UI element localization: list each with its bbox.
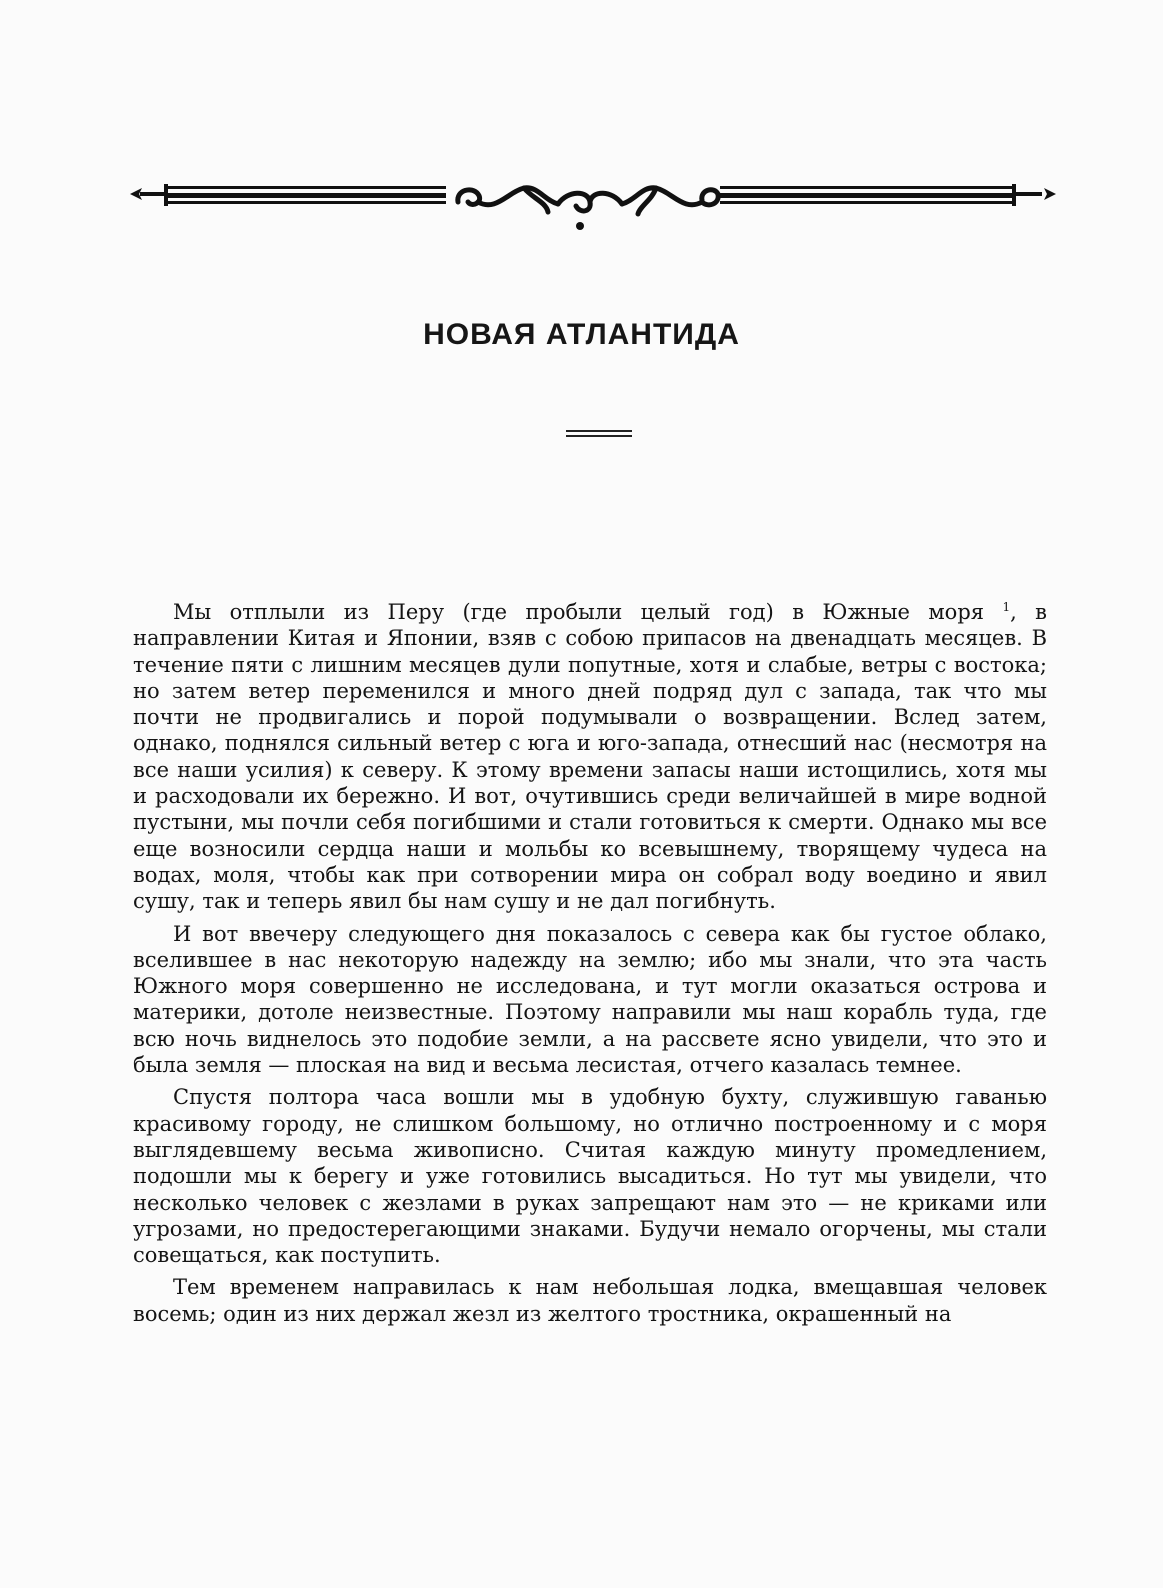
divider-line	[566, 435, 632, 437]
ornament-right-arrow-icon	[1012, 184, 1056, 206]
chapter-title: НОВАЯ АТЛАНТИДА	[423, 318, 740, 351]
divider-line	[566, 430, 632, 432]
paragraph-1	[133, 594, 1047, 915]
footnote-marker: 1	[1002, 600, 1011, 614]
ornament-left-rules	[168, 186, 446, 204]
header-ornament	[128, 172, 1058, 244]
body-text	[133, 594, 1047, 1327]
ornament-center-flourish	[458, 188, 718, 230]
paragraph-1-start: Мы отплыли из Перу (где пробыли целый год) в Южные моря	[173, 600, 985, 624]
paragraph-2: И вот ввечеру следующего дня показалось с севера как бы густое облако, вселившее в нас некоторую надежду на землю; ибо мы знали, что эта часть Южного моря совершенно не исследована, и тут могли оказаться острова и материки, дотоле неизвестные. Поэтому направили мы наш корабль туда, где всю ночь виднелось это подобие земли, а на рассвете ясно увидели, что это и была земля — плоская на вид и весьма лесистая, отчего казалась темнее.	[133, 921, 1047, 1078]
ornament-right-rules	[720, 186, 1014, 204]
paragraph-3: Спустя полтора часа вошли мы в удобную бухту, служившую гаванью красивому городу, не слишком большому, но отлично построенному и с моря выглядевшему весьма живописно. Считая каждую минуту промедлением, подошли мы к берегу и уже готовились высадиться. Но тут мы увидели, что несколько человек с жезлами в руках запрещают нам это — не криками или угрозами, но предостерегающими знаками. Будучи немало огорчены, мы стали совещаться, как поступить.	[133, 1085, 1047, 1268]
paragraph-1-rest: , в направлении Китая и Японии, взяв с собою припасов на двенадцать месяцев. В течение пяти с лишним месяцев дули попутные, хотя и слабые, ветры с востока; но затем ветер переменился и много дней подряд дул с запада, так что мы почти не продвигались и порой подумывали о возвращении. Вслед затем, однако, поднялся сильный ветер с юга и юго-запада, отнесший нас (несмотря на все наши усилия) к северу. К этому времени запасы наши истощились, хотя мы и расходовали их бережно. И вот, очутившись среди величайшей в мире водной пустыни, мы почли себя погибшими и стали готовиться к смерти. Однако мы все еще возносили сердца наши и мольбы ко всевышнему, творящему чудеса на водах, моля, чтобы как при сотворении мира он собрал воду воедино и явил сушу, так и теперь явил бы нам сушу и не дал погибнуть.	[133, 600, 1047, 914]
paragraph-4: Тем временем направилась к нам небольшая лодка, вмещавшая человек восемь; один из них держал жезл из желтого тростника, окрашенный на	[133, 1275, 1047, 1326]
ornament-left-arrow-icon	[130, 184, 168, 206]
title-divider	[566, 430, 632, 438]
